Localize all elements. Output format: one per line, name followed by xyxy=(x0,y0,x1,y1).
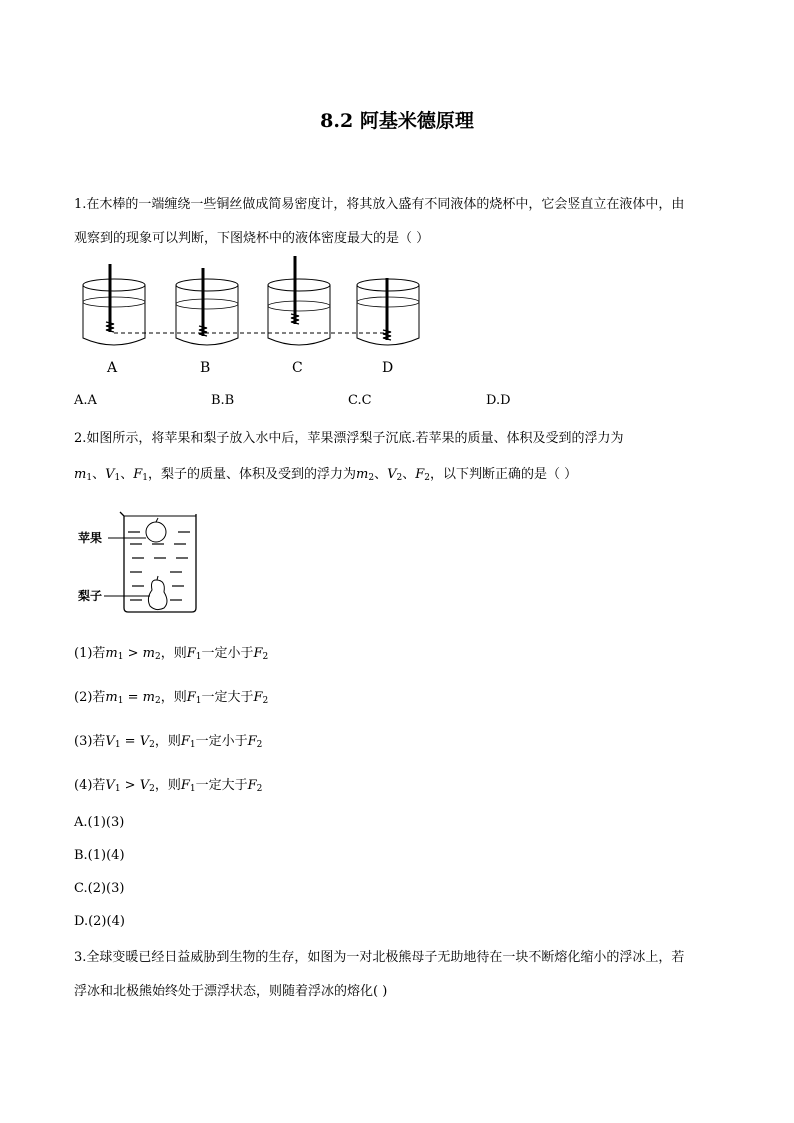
figure-label-d: D xyxy=(382,360,394,376)
beaker-d xyxy=(357,278,419,345)
page-title: 8.2 阿基米德原理 xyxy=(320,110,474,132)
apple-shape xyxy=(146,522,166,542)
q2-statement-2: (2)若$m_1 = m_2$，则$F_1$一定大于$F_2$ xyxy=(74,690,269,706)
var-v1: $V_1$ xyxy=(105,467,121,483)
beaker-c xyxy=(268,256,330,345)
figure-label-b: B xyxy=(200,360,211,376)
figure-label-c: C xyxy=(292,360,303,376)
q2-apple-pear-figure xyxy=(74,508,204,618)
q2-statement-3: (3)若$V_1 = V_2$，则$F_1$一定小于$F_2$ xyxy=(74,734,263,750)
q1-option-d[interactable]: D.D xyxy=(486,393,511,408)
q1-beakers-figure xyxy=(74,252,424,380)
q2-option-a[interactable]: A.(1)(3) xyxy=(74,815,125,830)
q1-text-line1: 1.在木棒的一端缠绕一些铜丝做成简易密度计，将其放入盛有不同液体的烧杯中，它会竖直立在液体中，由 xyxy=(74,197,685,212)
var-m2: $m_2$ xyxy=(356,467,375,483)
figure-apple-label: 苹果 xyxy=(78,531,103,545)
q2-text-line1: 2.如图所示，将苹果和梨子放入水中后，苹果漂浮梨子沉底.若苹果的质量、体积及受到的浮力为 xyxy=(74,431,624,446)
figure-label-a: A xyxy=(107,360,118,376)
q3-text-line2: 浮冰和北极熊始终处于漂浮状态，则随着浮冰的熔化( ) xyxy=(74,984,388,999)
q1-option-b[interactable]: B.B xyxy=(211,393,235,408)
q2-text-line2: $m_1$、$V_1$、$F_1$，梨子的质量、体积及受到的浮力为$m_2$、$V_2$、$F_2$，以下判断正确的是（ ） xyxy=(74,467,578,483)
q1-text-line2: 观察到的现象可以判断，下图烧杯中的液体密度最大的是（ ） xyxy=(74,231,430,246)
figure-pear-label: 梨子 xyxy=(78,589,103,603)
var-v2: $V_2$ xyxy=(387,467,403,483)
q2-option-c[interactable]: C.(2)(3) xyxy=(74,881,125,896)
q1-option-a[interactable]: A.A xyxy=(74,393,97,408)
q2-option-b[interactable]: B.(1)(4) xyxy=(74,848,125,863)
q2-statement-4: (4)若$V_1 > V_2$，则$F_1$一定大于$F_2$ xyxy=(74,778,263,794)
q2-option-d[interactable]: D.(2)(4) xyxy=(74,914,125,929)
pear-shape xyxy=(148,580,167,610)
q1-option-c[interactable]: C.C xyxy=(348,393,372,408)
var-f1: $F_1$ xyxy=(133,467,148,483)
q2-statement-1: (1)若$m_1 > m_2$，则$F_1$一定小于$F_2$ xyxy=(74,646,269,662)
var-m1: $m_1$ xyxy=(74,467,93,483)
var-f2: $F_2$ xyxy=(415,467,430,483)
q3-text-line1: 3.全球变暖已经日益威胁到生物的生存，如图为一对北极熊母子无助地待在一块不断熔化缩小的浮冰上，若 xyxy=(74,950,685,965)
